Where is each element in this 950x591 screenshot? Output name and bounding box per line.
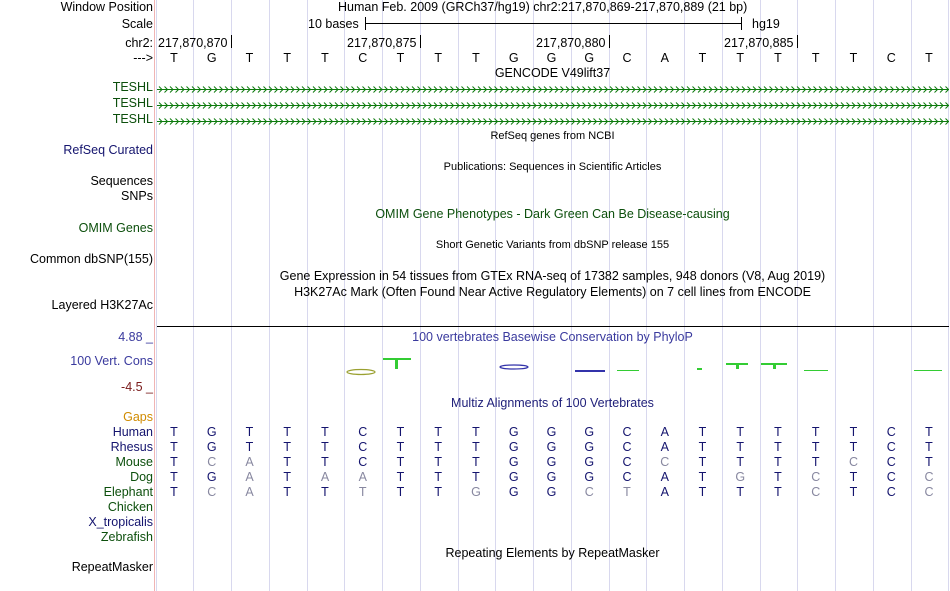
sequence-base: A <box>660 51 669 65</box>
alignment-base: T <box>849 440 858 454</box>
sequence-base: C <box>358 51 368 65</box>
gaps-label[interactable]: Gaps <box>123 410 153 424</box>
common-dbsnp-label[interactable]: Common dbSNP(155) <box>30 252 153 266</box>
sequence-base: T <box>774 51 782 65</box>
repeatmasker-track-title: Repeating Elements by RepeatMasker <box>445 546 660 560</box>
sequence-base: T <box>434 51 443 65</box>
h3k27ac-track-title: H3K27Ac Mark (Often Found Near Active Regulatory Elements) on 7 cell lines from ENCODE <box>294 285 811 299</box>
alignment-base: G <box>508 425 519 439</box>
sequence-base: T <box>170 51 178 65</box>
alignment-base: T <box>283 455 292 469</box>
phylop-max-value: 4.88 _ <box>118 330 153 344</box>
scale-label: Scale <box>121 17 153 31</box>
refseq-track-title: RefSeq genes from NCBI <box>490 130 615 142</box>
alignment-base: C <box>886 455 896 469</box>
alignment-base: G <box>584 425 595 439</box>
alignment-base: T <box>849 485 858 499</box>
alignment-base: C <box>622 455 632 469</box>
alignment-base: T <box>434 440 443 454</box>
alignment-base: T <box>698 470 707 484</box>
sequence-base: C <box>622 51 632 65</box>
alignment-base: T <box>321 440 329 454</box>
sequence-base: T <box>736 51 745 65</box>
window-position-text: Human Feb. 2009 (GRCh37/hg19) chr2:217,870,869-217,870,889 (21 bp) <box>338 0 748 14</box>
sequence-base: G <box>546 51 557 65</box>
alignment-base: C <box>660 455 670 469</box>
window-position-label: Window Position <box>60 0 153 14</box>
alignment-base: T <box>321 425 329 439</box>
phylop-bar <box>736 363 739 369</box>
sequence-base: T <box>321 51 329 65</box>
position-label: 217,870,885 <box>724 36 794 50</box>
alignment-base: A <box>358 470 367 484</box>
sequence-base: T <box>811 51 820 65</box>
alignment-base: G <box>508 470 519 484</box>
alignment-base: C <box>584 485 594 499</box>
sequence-base: G <box>206 51 217 65</box>
alignment-base: T <box>283 425 292 439</box>
alignment-base: T <box>736 455 745 469</box>
alignment-base: C <box>358 440 368 454</box>
sequence-base: T <box>698 51 707 65</box>
alignment-base: T <box>774 470 782 484</box>
phylop-bar <box>395 358 398 369</box>
alignment-base: G <box>546 455 557 469</box>
alignment-base: T <box>472 455 480 469</box>
dbsnp-track-title: Short Genetic Variants from dbSNP release 155 <box>435 239 670 251</box>
alignment-base: T <box>736 485 745 499</box>
alignment-base: T <box>849 425 858 439</box>
alignment-base: T <box>321 455 329 469</box>
alignment-base: T <box>283 470 292 484</box>
alignment-base: T <box>849 470 858 484</box>
alignment-base: T <box>434 425 443 439</box>
alignment-base: T <box>925 440 933 454</box>
alignment-base: C <box>886 485 896 499</box>
alignment-base: T <box>811 455 820 469</box>
phylop-track-label[interactable]: 100 Vert. Cons <box>70 354 153 368</box>
phylop-bar <box>697 368 702 370</box>
alignment-base: T <box>170 455 178 469</box>
species-label[interactable]: Zebrafish <box>100 530 153 544</box>
alignment-base: A <box>245 455 254 469</box>
alignment-base: T <box>358 485 367 499</box>
sequence-base: T <box>396 51 405 65</box>
alignment-base: G <box>584 440 595 454</box>
phylop-bar <box>617 370 639 371</box>
position-label: 217,870,880 <box>536 36 606 50</box>
alignment-base: T <box>774 425 782 439</box>
alignment-base: T <box>245 440 254 454</box>
alignment-base: G <box>546 440 557 454</box>
alignment-base: G <box>206 425 217 439</box>
repeatmasker-label[interactable]: RepeatMasker <box>71 560 153 574</box>
multiz-track-title: Multiz Alignments of 100 Vertebrates <box>451 396 654 410</box>
omim-track-title: OMIM Gene Phenotypes - Dark Green Can Be Disease-causing <box>375 207 730 221</box>
gtex-track-title: Gene Expression in 54 tissues from GTEx RNA-seq of 17382 samples, 948 donors (V8, Aug 2019) <box>279 269 826 283</box>
species-label[interactable]: X_tropicalis <box>88 515 153 529</box>
sequence-base: G <box>508 51 519 65</box>
alignment-base: T <box>396 455 405 469</box>
alignment-base: T <box>698 455 707 469</box>
gene-label-teshl[interactable]: TESHL <box>112 80 153 94</box>
alignment-base: T <box>396 470 405 484</box>
alignment-base: A <box>245 470 254 484</box>
strand-label: ---> <box>133 51 153 65</box>
alignment-base: G <box>546 425 557 439</box>
alignment-base: T <box>170 485 178 499</box>
alignment-base: T <box>925 455 933 469</box>
sequence-base: T <box>245 51 254 65</box>
sequence-base: T <box>283 51 292 65</box>
phylop-mark <box>500 365 528 369</box>
phylop-bar <box>914 370 942 371</box>
alignment-base: G <box>508 455 519 469</box>
species-label[interactable]: Elephant <box>103 485 153 499</box>
publications-track-title: Publications: Sequences in Scientific Articles <box>443 161 662 173</box>
species-label[interactable]: Rhesus <box>110 440 153 454</box>
species-label[interactable]: Human <box>112 425 153 439</box>
alignment-base: T <box>396 485 405 499</box>
alignment-base: C <box>622 440 632 454</box>
alignment-base: T <box>283 485 292 499</box>
snps-label[interactable]: SNPs <box>121 189 153 203</box>
alignment-base: T <box>472 440 480 454</box>
alignment-base: T <box>736 440 745 454</box>
sequence-base: T <box>472 51 480 65</box>
alignment-base: C <box>924 470 934 484</box>
phylop-bar <box>773 363 776 369</box>
alignment-base: T <box>774 440 782 454</box>
species-label[interactable]: Chicken <box>107 500 153 514</box>
alignment-base: T <box>321 485 329 499</box>
position-label: 217,870,870 <box>158 36 228 50</box>
sequences-label[interactable]: Sequences <box>90 174 153 188</box>
alignment-base: T <box>170 440 178 454</box>
alignment-base: C <box>886 470 896 484</box>
alignment-base: T <box>811 425 820 439</box>
alignment-base: G <box>546 485 557 499</box>
alignment-base: C <box>358 425 368 439</box>
alignment-base: T <box>245 425 254 439</box>
omim-genes-label[interactable]: OMIM Genes <box>78 221 153 235</box>
alignment-base: T <box>396 440 405 454</box>
alignment-base: A <box>660 425 669 439</box>
alignment-base: T <box>623 485 631 499</box>
alignment-base: T <box>774 455 782 469</box>
alignment-base: T <box>774 485 782 499</box>
alignment-base: C <box>886 440 896 454</box>
alignment-base: T <box>698 485 707 499</box>
alignment-base: T <box>472 425 480 439</box>
alignment-base: A <box>660 485 669 499</box>
alignment-base: A <box>660 470 669 484</box>
alignment-base: G <box>206 440 217 454</box>
alignment-base: T <box>434 470 443 484</box>
sequence-base: T <box>849 51 858 65</box>
alignment-base: T <box>396 425 405 439</box>
gene-label-teshl[interactable]: TESHL <box>112 112 153 126</box>
alignment-base: G <box>508 485 519 499</box>
species-label[interactable]: Mouse <box>115 455 153 469</box>
alignment-base: C <box>811 470 821 484</box>
alignment-base: C <box>622 470 632 484</box>
alignment-base: T <box>472 470 480 484</box>
alignment-base: T <box>925 425 933 439</box>
sequence-base: C <box>886 51 896 65</box>
alignment-base: T <box>698 440 707 454</box>
alignment-base: C <box>848 455 859 469</box>
sequence-base: T <box>925 51 933 65</box>
alignment-base: G <box>546 470 557 484</box>
alignment-base: A <box>660 440 669 454</box>
alignment-base: G <box>508 440 519 454</box>
alignment-base: G <box>584 470 595 484</box>
position-label: 217,870,875 <box>347 36 417 50</box>
alignment-base: C <box>358 455 368 469</box>
alignment-base: G <box>206 470 217 484</box>
scale-assembly: hg19 <box>752 17 780 31</box>
alignment-base: T <box>811 440 820 454</box>
phylop-bar <box>575 370 605 372</box>
alignment-base: C <box>811 485 821 499</box>
scale-text: 10 bases <box>308 17 359 31</box>
alignment-base: T <box>698 425 707 439</box>
alignment-base: C <box>924 485 934 499</box>
phylop-mark <box>347 370 375 375</box>
alignment-base: T <box>170 425 178 439</box>
alignment-base: C <box>207 455 217 469</box>
alignment-base: G <box>584 455 595 469</box>
phylop-track-title: 100 vertebrates Basewise Conservation by PhyloP <box>412 330 693 344</box>
alignment-base: C <box>622 425 632 439</box>
alignment-base: T <box>170 470 178 484</box>
refseq-curated-label[interactable]: RefSeq Curated <box>63 143 153 157</box>
alignment-base: T <box>434 485 443 499</box>
gene-label-teshl[interactable]: TESHL <box>112 96 153 110</box>
gencode-track-title: GENCODE V49lift37 <box>494 66 611 80</box>
phylop-min-value: -4.5 _ <box>121 380 153 394</box>
alignment-base: A <box>320 470 330 484</box>
alignment-base: C <box>886 425 896 439</box>
alignment-base: T <box>283 440 292 454</box>
phylop-bar <box>804 370 828 371</box>
alignment-base: T <box>736 425 745 439</box>
alignment-base: T <box>434 455 443 469</box>
alignment-base: C <box>207 485 217 499</box>
species-label[interactable]: Dog <box>130 470 153 484</box>
layered-h3k27ac-label[interactable]: Layered H3K27Ac <box>51 298 153 312</box>
alignment-base: G <box>471 485 481 499</box>
sequence-base: G <box>584 51 595 65</box>
chrom-label: chr2: <box>125 36 153 50</box>
alignment-base: G <box>735 470 746 484</box>
alignment-base: A <box>245 485 254 499</box>
